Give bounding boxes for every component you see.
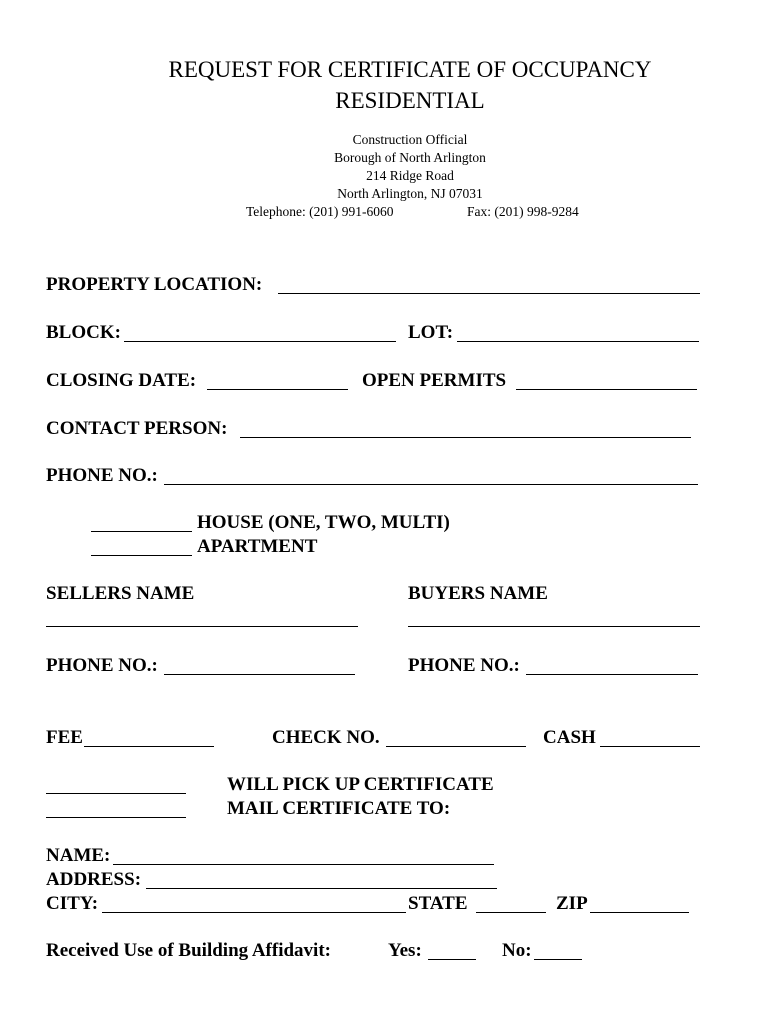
form-title-line1: REQUEST FOR CERTIFICATE OF OCCUPANCY [168,57,652,82]
sellers-name-field[interactable] [46,626,358,627]
mail-checkline[interactable] [46,817,186,818]
cash-field[interactable] [600,746,700,747]
open-permits-label: OPEN PERMITS [362,370,507,391]
mail-label: MAIL CERTIFICATE TO: [227,798,451,819]
pick-up-checkline[interactable] [46,793,186,794]
closing-date-field[interactable] [207,389,348,390]
house-checkline[interactable] [91,531,192,532]
check-no-label: CHECK NO. [272,727,380,748]
office-telephone: Telephone: (201) 991-6060 [246,204,394,219]
fee-label: FEE [46,727,83,748]
phone-label: PHONE NO.: [46,465,158,486]
mail-zip-label: ZIP [556,893,588,914]
sellers-name-label: SELLERS NAME [46,583,195,604]
pick-up-label: WILL PICK UP CERTIFICATE [227,774,494,795]
affidavit-yes-label: Yes: [388,940,422,961]
office-borough: Borough of North Arlington [334,150,486,165]
cash-label: CASH [543,727,596,748]
house-option-label: HOUSE (ONE, TWO, MULTI) [197,512,450,533]
block-field[interactable] [124,341,396,342]
mail-city-label: CITY: [46,893,99,914]
buyer-phone-field[interactable] [526,674,698,675]
apartment-option-label: APARTMENT [197,536,318,557]
check-no-field[interactable] [386,746,526,747]
office-fax: Fax: (201) 998-9284 [467,204,579,219]
affidavit-no-label: No: [502,940,532,961]
contact-person-field[interactable] [240,437,691,438]
lot-label: LOT: [408,322,454,343]
office-name: Construction Official [352,132,468,147]
apartment-checkline[interactable] [91,555,192,556]
affidavit-label: Received Use of Building Affidavit: [46,940,331,961]
mail-zip-field[interactable] [590,912,689,913]
property-location-label: PROPERTY LOCATION: [46,274,263,295]
office-city: North Arlington, NJ 07031 [337,186,483,201]
mail-state-label: STATE [408,893,468,914]
seller-phone-label: PHONE NO.: [46,655,158,676]
property-location-field[interactable] [278,293,700,294]
closing-date-label: CLOSING DATE: [46,370,197,391]
mail-city-field[interactable] [102,912,406,913]
seller-phone-field[interactable] [164,674,355,675]
mail-name-field[interactable] [113,864,494,865]
mail-state-field[interactable] [476,912,546,913]
buyers-name-field[interactable] [408,626,700,627]
block-label: BLOCK: [46,322,121,343]
contact-person-label: CONTACT PERSON: [46,418,228,439]
buyer-phone-label: PHONE NO.: [408,655,520,676]
form-title-line2: RESIDENTIAL [335,88,485,113]
phone-field[interactable] [164,484,698,485]
mail-address-label: ADDRESS: [46,869,142,890]
mail-name-label: NAME: [46,845,111,866]
buyers-name-label: BUYERS NAME [408,583,548,604]
office-street: 214 Ridge Road [366,168,454,183]
mail-address-field[interactable] [146,888,497,889]
open-permits-field[interactable] [516,389,697,390]
affidavit-yes-field[interactable] [428,959,476,960]
lot-field[interactable] [457,341,699,342]
fee-field[interactable] [84,746,214,747]
affidavit-no-field[interactable] [534,959,582,960]
